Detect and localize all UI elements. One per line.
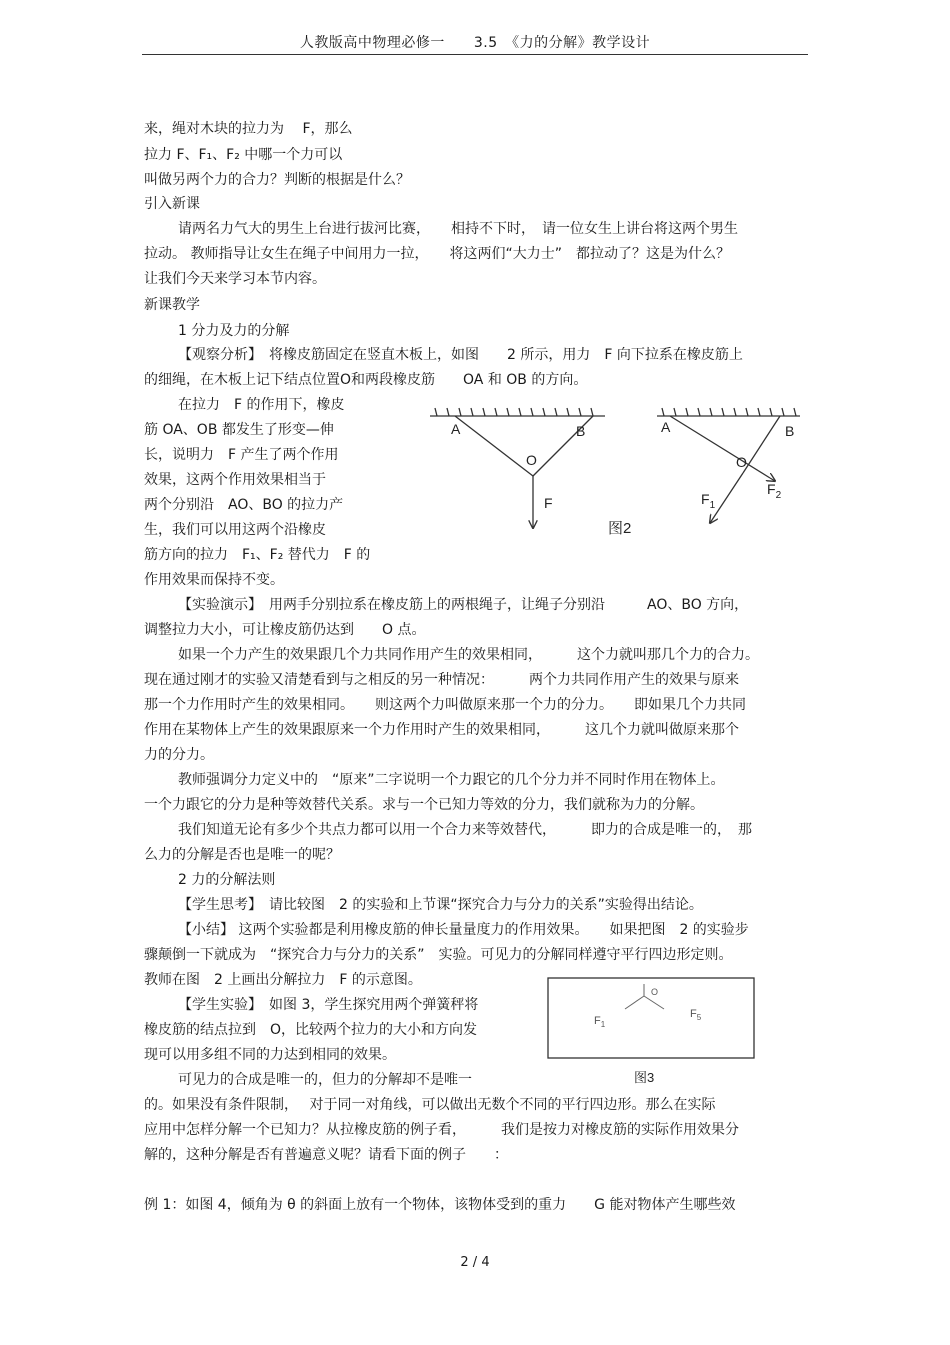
text-line: 生，我们可以用这两个沿橡皮 xyxy=(144,522,326,538)
figure-3-caption: 图3 xyxy=(634,1070,655,1085)
subsection-heading: 2 力的分解法则 xyxy=(178,872,276,888)
text-line: 么力的分解是否也是唯一的呢？ xyxy=(144,847,340,863)
text-line: 的细绳，在木板上记下结点位置O和两段橡皮筋 OA 和 OB 的方向。 xyxy=(144,372,588,388)
text-line: 调整拉力大小，可让橡皮筋仍达到 O 点。 xyxy=(144,622,426,638)
text-line: 作用在某物体上产生的效果跟原来一个力作用时产生的效果相同， 这几个力就叫做原来那个 xyxy=(144,722,739,738)
text-line: 例 1：如图 4，倾角为 θ 的斜面上放有一个物体，该物体受到的重力 G 能对物体产生哪些效 xyxy=(144,1197,736,1213)
text-line: 效果，这两个作用效果相当于 xyxy=(144,472,326,488)
ceiling-hatch xyxy=(662,408,796,416)
label-a: A xyxy=(451,421,461,437)
band-b-upper xyxy=(743,416,780,473)
figure-2 xyxy=(425,398,815,548)
subsection-heading: 1 分力及力的分解 xyxy=(178,323,290,339)
section-heading: 新课教学 xyxy=(144,297,200,313)
force-f1-arrow xyxy=(625,996,644,1009)
text-line: 应用中怎样分解一个已知力？从拉橡皮筋的例子看， 我们是按力对橡皮筋的实际作用效果分 xyxy=(144,1122,739,1138)
text-line: 我们知道无论有多少个共点力都可以用一个合力来等效替代， 即力的合成是唯一的， 那 xyxy=(178,822,752,838)
force-f1-arrow xyxy=(710,473,743,523)
header-rule xyxy=(142,54,808,55)
text-line: 那一个力作用时产生的效果相同。 则这两个力叫做原来那一个力的分力。 即如果几个力共同 xyxy=(144,697,746,713)
text-line: 作用效果而保持不变。 xyxy=(144,572,284,588)
text-line: 【小结】 这两个实验都是利用橡皮筋的伸长量量度力的作用效果。 如果把图 2 的实验步 xyxy=(178,922,749,938)
band-a-to-f2 xyxy=(670,416,770,478)
label-b: B xyxy=(785,423,795,439)
label-o: O xyxy=(651,987,659,997)
text-line: 长，说明力 F 产生了两个作用 xyxy=(144,447,339,463)
text-line: 教师强调分力定义中的 “原来”二字说明一个力跟它的几个分力并不同时作用在物体上。 xyxy=(178,772,725,788)
text-line: 让我们今天来学习本节内容。 xyxy=(144,271,326,287)
ceiling-hatch xyxy=(435,408,593,416)
text-line: 现可以用多组不同的力达到相同的效果。 xyxy=(144,1047,396,1063)
section-heading: 引入新课 xyxy=(144,196,200,212)
force-f2-arrow xyxy=(644,996,664,1009)
right-diagram xyxy=(657,408,800,523)
text-line: 如果一个力产生的效果跟几个力共同作用产生的效果相同， 这个力就叫那几个力的合力。 xyxy=(178,647,759,663)
page-number: 2 / 4 xyxy=(460,1255,490,1270)
text-line: 可见力的合成是唯一的，但力的分解却不是唯一 xyxy=(178,1072,472,1088)
label-f1: $F_1$ xyxy=(701,491,716,511)
text-line: 力的分力。 xyxy=(144,747,214,763)
text-line: 橡皮筋的结点拉到 O，比较两个拉力的大小和方向发 xyxy=(144,1022,478,1038)
text-line: 拉力 F、F₁、F₂ 中哪一个力可以 xyxy=(144,147,343,163)
text-line: 请两名力气大的男生上台进行拔河比赛， 相持不下时， 请一位女生上讲台将这两个男生 xyxy=(178,221,738,237)
band-oa xyxy=(455,416,533,476)
label-f1: $F_1$ xyxy=(594,1015,606,1029)
figure-2-caption: 图2 xyxy=(608,520,632,537)
label-f2: $F_2$ xyxy=(767,481,782,501)
label-f2: $F_5$ xyxy=(690,1008,702,1022)
text-line: 两个分别沿 AO、BO 的拉力产 xyxy=(144,497,344,513)
text-line: 教师在图 2 上画出分解拉力 F 的示意图。 xyxy=(144,972,422,988)
text-line: 筋方向的拉力 F₁、F₂ 替代力 F 的 xyxy=(144,547,371,563)
text-line: 叫做另两个力的合力？判断的根据是什么？ xyxy=(144,172,410,188)
text-line: 【实验演示】 用两手分别拉系在橡皮筋上的两根绳子，让绳子分别沿 AO、BO 方向， xyxy=(178,597,749,613)
text-line: 来，绳对木块的拉力为 F，那么 xyxy=(144,121,353,137)
text-line: 骤颠倒一下就成为 “探究合力与分力的关系” 实验。可见力的分解同样遵守平行四边形定则。 xyxy=(144,947,733,963)
text-line: 【学生实验】 如图 3，学生探究用两个弹簧秤将 xyxy=(178,997,479,1013)
text-line: 在拉力 F 的作用下，橡皮 xyxy=(178,397,345,413)
page-header: 人教版高中物理必修一 3.5 《力的分解》教学设计 xyxy=(299,35,651,51)
label-o: O xyxy=(736,454,747,470)
label-a: A xyxy=(661,419,671,435)
text-line: 【观察分析】 将橡皮筋固定在竖直木板上，如图 2 所示，用力 F 向下拉系在橡皮筋上 xyxy=(178,347,743,363)
text-line: 拉动。 教师指导让女生在绳子中间用力一拉， 将这两们“大力士” 都拉动了？这是为什么？ xyxy=(144,246,730,262)
text-line: 【学生思考】 请比较图 2 的实验和上节课“探究合力与分力的关系”实验得出结论。 xyxy=(178,897,703,913)
label-o: O xyxy=(526,452,537,468)
text-line: 解的，这种分解是否有普遍意义呢？请看下面的例子 ： xyxy=(144,1147,508,1163)
figure-3 xyxy=(545,976,760,1088)
text-line: 的。如果没有条件限制， 对于同一对角线，可以做出无数个不同的平行四边形。那么在实际 xyxy=(144,1097,716,1113)
label-b: B xyxy=(576,423,586,439)
text-line: 一个力跟它的分力是种等效替代关系。求与一个已知力等效的分力，我们就称为力的分解。 xyxy=(144,797,704,813)
label-f: F xyxy=(544,495,553,511)
text-line: 现在通过刚才的实验又清楚看到与之相反的另一种情况： 两个力共同作用产生的效果与原来 xyxy=(144,672,739,688)
text-line: 筋 OA、OB 都发生了形变—伸 xyxy=(144,422,334,438)
